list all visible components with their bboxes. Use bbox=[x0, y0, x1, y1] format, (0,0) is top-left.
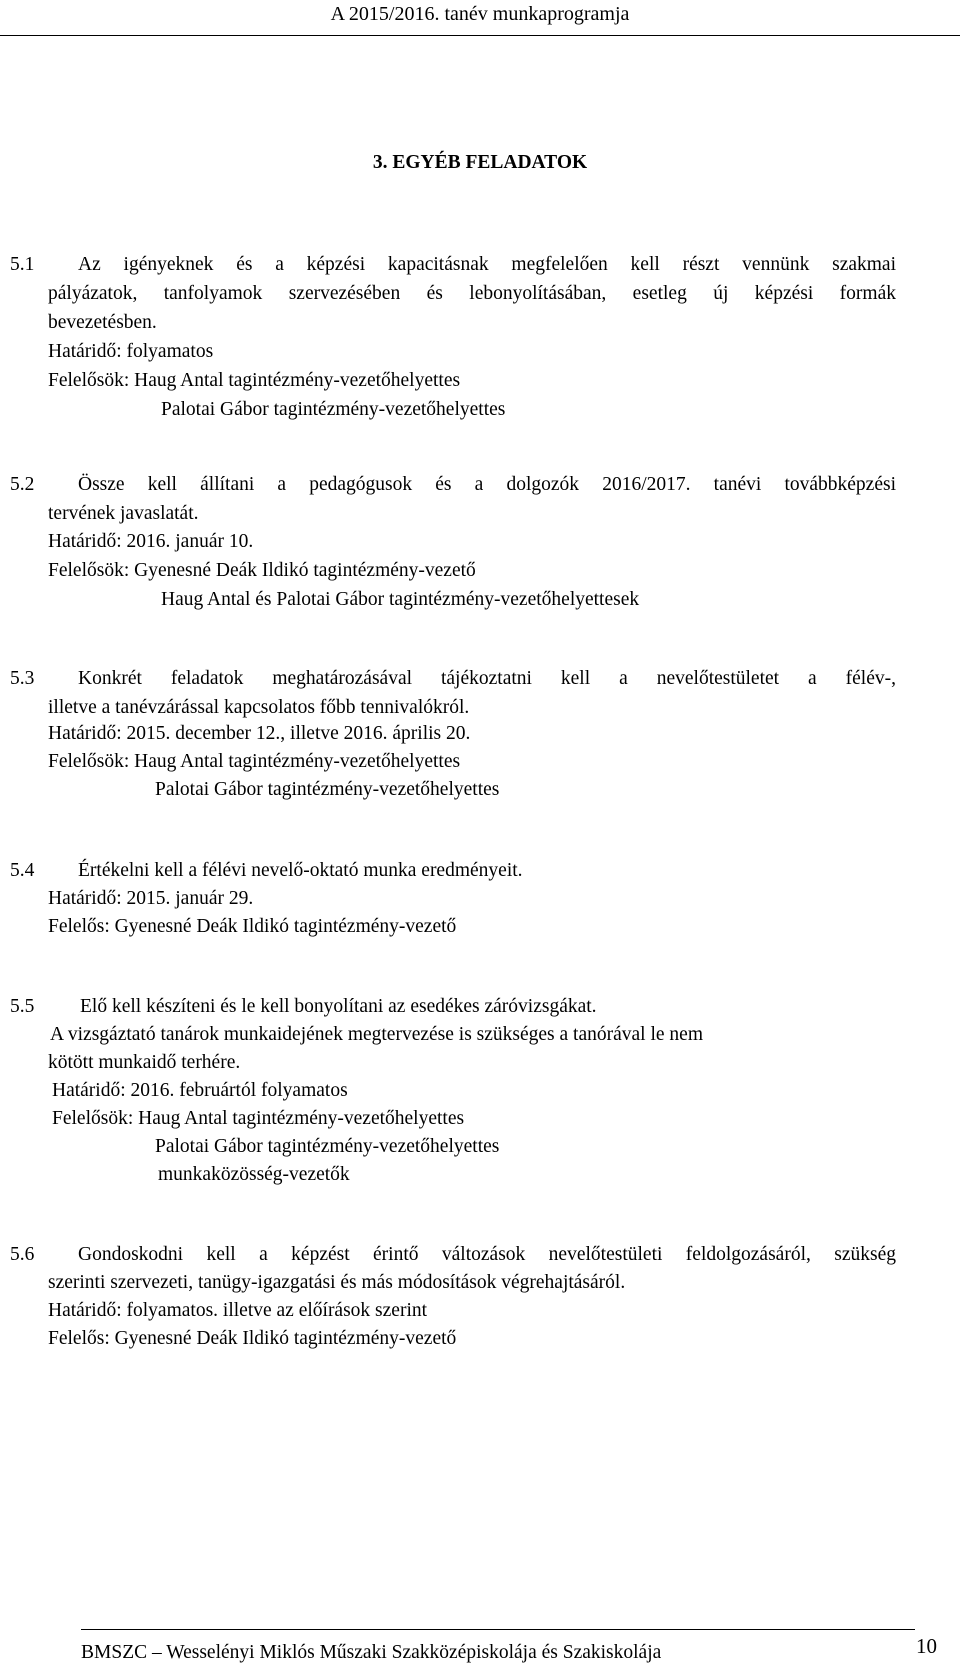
item-text-line: pályázatok, tanfolyamok szervezésében és lebonyolításában, esetleg új képzési formák bbox=[48, 283, 896, 304]
responsible-line: Palotai Gábor tagintézmény-vezetőhelyettes bbox=[155, 779, 500, 800]
item-text-line: Gondoskodni kell a képzést érintő változások nevelőtestületi feldolgozásáról, szükség bbox=[78, 1244, 896, 1265]
responsible-line: Felelős: Gyenesné Deák Ildikó tagintézmény-vezető bbox=[48, 1328, 457, 1349]
responsible-line: Felelősök: Haug Antal tagintézmény-vezetőhelyettes bbox=[52, 1108, 465, 1129]
item-text-line: bevezetésben. bbox=[48, 312, 157, 333]
footer-divider bbox=[81, 1629, 915, 1630]
deadline-line: Határidő: 2015. január 29. bbox=[48, 888, 254, 909]
responsible-line: Felelősök: Haug Antal tagintézmény-vezetőhelyettes bbox=[48, 751, 461, 772]
responsible-line: Felelős: Gyenesné Deák Ildikó tagintézmény-vezető bbox=[48, 916, 457, 937]
item-text-line: tervének javaslatát. bbox=[48, 503, 199, 524]
item-text-line: kötött munkaidő terhére. bbox=[48, 1052, 241, 1073]
running-header: A 2015/2016. tanév munkaprogramja bbox=[330, 3, 630, 25]
item-number: 5.4 bbox=[10, 860, 35, 881]
item-text-line: A vizsgáztató tanárok munkaidejének megtervezése is szükséges a tanórával le nem bbox=[50, 1024, 703, 1045]
page-number: 10 bbox=[916, 1634, 937, 1658]
item-text-line: illetve a tanévzárással kapcsolatos főbb tennivalókról. bbox=[48, 697, 470, 718]
deadline-line: Határidő: 2016. februártól folyamatos bbox=[52, 1080, 348, 1101]
item-number: 5.3 bbox=[10, 668, 35, 689]
deadline-line: Határidő: folyamatos. illetve az előírások szerint bbox=[48, 1300, 428, 1321]
item-number: 5.1 bbox=[10, 254, 35, 275]
responsible-line: Palotai Gábor tagintézmény-vezetőhelyettes bbox=[155, 1136, 500, 1157]
section-title: 3. EGYÉB FELADATOK bbox=[372, 152, 588, 173]
item-number: 5.5 bbox=[10, 996, 35, 1017]
item-number: 5.6 bbox=[10, 1244, 35, 1265]
item-text-line: Az igényeknek és a képzési kapacitásnak megfelelően kell részt vennünk szakmai bbox=[78, 254, 896, 275]
deadline-line: Határidő: 2015. december 12., illetve 2016. április 20. bbox=[48, 723, 471, 744]
item-text-line: Értékelni kell a félévi nevelő-oktató munka eredményeit. bbox=[78, 860, 523, 881]
item-text-line: Össze kell állítani a pedagógusok és a dolgozók 2016/2017. tanévi továbbképzési bbox=[78, 474, 896, 495]
item-number: 5.2 bbox=[10, 474, 35, 495]
responsible-line: Palotai Gábor tagintézmény-vezetőhelyettes bbox=[161, 399, 506, 420]
item-text-line: Elő kell készíteni és le kell bonyolítani az esedékes záróvizsgákat. bbox=[80, 996, 597, 1017]
item-text-line: szerinti szervezeti, tanügy-igazgatási és más módosítások végrehajtásáról. bbox=[48, 1272, 626, 1293]
deadline-line: Határidő: folyamatos bbox=[48, 341, 214, 362]
header-divider bbox=[0, 35, 960, 36]
responsible-line: Felelősök: Haug Antal tagintézmény-vezetőhelyettes bbox=[48, 370, 461, 391]
responsible-line: Felelősök: Gyenesné Deák Ildikó tagintézmény-vezető bbox=[48, 560, 476, 581]
responsible-line: Haug Antal és Palotai Gábor tagintézmény-vezetőhelyettesek bbox=[161, 589, 640, 610]
responsible-line: munkaközösség-vezetők bbox=[158, 1164, 350, 1185]
footer-school-name: BMSZC – Wesselényi Miklós Műszaki Szakközépiskolája és Szakiskolája bbox=[81, 1642, 662, 1663]
item-text-line: Konkrét feladatok meghatározásával tájékoztatni kell a nevelőtestületet a félév-, bbox=[78, 668, 896, 689]
deadline-line: Határidő: 2016. január 10. bbox=[48, 531, 254, 552]
